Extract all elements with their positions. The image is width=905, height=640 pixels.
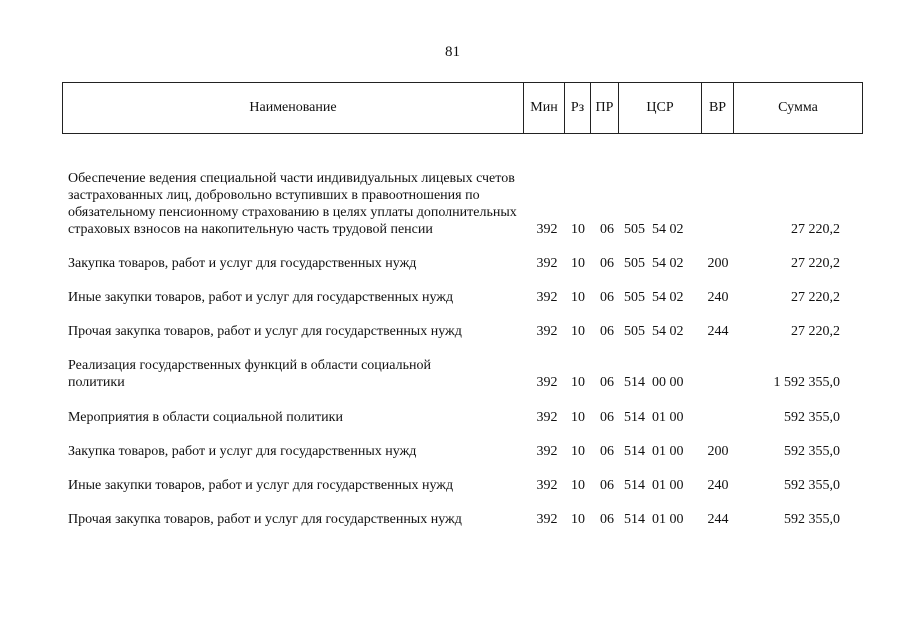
row-vr: 200 [707,256,729,271]
row-min: 392 [536,512,558,527]
header-vr: ВР [708,100,727,115]
row-sum: 592 355,0 [784,444,840,459]
row-rz: 10 [571,444,585,459]
row-name: Иные закупки товаров, работ и услуг для государственных нужд [68,290,454,305]
row-csr: 514 01 00 [624,478,684,493]
row-pr: 06 [600,375,614,390]
table-row [0,152,905,238]
row-name: Мероприятия в области социальной политики [68,410,343,425]
table-row [0,443,905,460]
row-csr: 514 00 00 [624,375,684,390]
row-sum: 27 220,2 [791,222,840,237]
row-name: Обеспечение ведения специальной части индивидуальных лицевых счетов застрахованных лиц, добровольно вступивших в правоотношения по обязательному пенсионному страхованию в целях уплаты дополнительных страховых взносов на накопительную часть трудовой пенсии [68,171,517,237]
row-name: Прочая закупка товаров, работ и услуг для государственных нужд [68,324,462,339]
header-sum: Сумма [778,100,818,115]
row-rz: 10 [571,512,585,527]
row-rz: 10 [571,222,585,237]
table-row [0,255,905,272]
row-rz: 10 [571,324,585,339]
table-header [62,82,863,134]
row-pr: 06 [600,512,614,527]
row-pr: 06 [600,410,614,425]
row-min: 392 [536,324,558,339]
row-rz: 10 [571,410,585,425]
row-csr: 514 01 00 [624,512,684,527]
row-csr: 505 54 02 [624,324,684,339]
page-number: 81 [445,44,460,60]
row-rz: 10 [571,290,585,305]
row-csr: 514 01 00 [624,410,684,425]
row-pr: 06 [600,478,614,493]
header-min: Мин [530,100,558,115]
header-name: Наименование [249,100,337,115]
row-vr: 244 [707,512,729,527]
row-csr: 514 01 00 [624,444,684,459]
row-vr: 244 [707,324,729,339]
row-sum: 592 355,0 [784,410,840,425]
row-min: 392 [536,256,558,271]
row-csr: 505 54 02 [624,256,684,271]
row-rz: 10 [571,375,585,390]
row-vr: 240 [707,478,729,493]
table-row [0,409,905,426]
row-min: 392 [536,290,558,305]
row-sum: 27 220,2 [791,256,840,271]
row-min: 392 [536,410,558,425]
row-pr: 06 [600,256,614,271]
table-row [0,323,905,340]
header-pr: ПР [595,100,614,115]
row-pr: 06 [600,324,614,339]
row-pr: 06 [600,444,614,459]
row-vr: 200 [707,444,729,459]
table-row [0,357,905,391]
row-name: Закупка товаров, работ и услуг для государственных нужд [68,256,417,271]
row-name: Прочая закупка товаров, работ и услуг для государственных нужд [68,512,462,527]
header-rz: Рз [570,100,585,115]
row-name: Реализация государственных функций в области социальной политики [68,358,431,390]
row-sum: 1 592 355,0 [773,375,840,390]
row-rz: 10 [571,478,585,493]
row-pr: 06 [600,290,614,305]
row-sum: 27 220,2 [791,290,840,305]
row-pr: 06 [600,222,614,237]
row-sum: 592 355,0 [784,512,840,527]
row-name: Иные закупки товаров, работ и услуг для государственных нужд [68,478,454,493]
row-vr: 240 [707,290,729,305]
row-name: Закупка товаров, работ и услуг для государственных нужд [68,444,417,459]
row-min: 392 [536,375,558,390]
row-rz: 10 [571,256,585,271]
row-sum: 592 355,0 [784,478,840,493]
row-csr: 505 54 02 [624,290,684,305]
row-min: 392 [536,478,558,493]
table-row [0,289,905,306]
table-row [0,511,905,528]
row-min: 392 [536,444,558,459]
row-csr: 505 54 02 [624,222,684,237]
row-min: 392 [536,222,558,237]
row-sum: 27 220,2 [791,324,840,339]
table-row [0,477,905,494]
header-csr: ЦСР [646,100,674,115]
